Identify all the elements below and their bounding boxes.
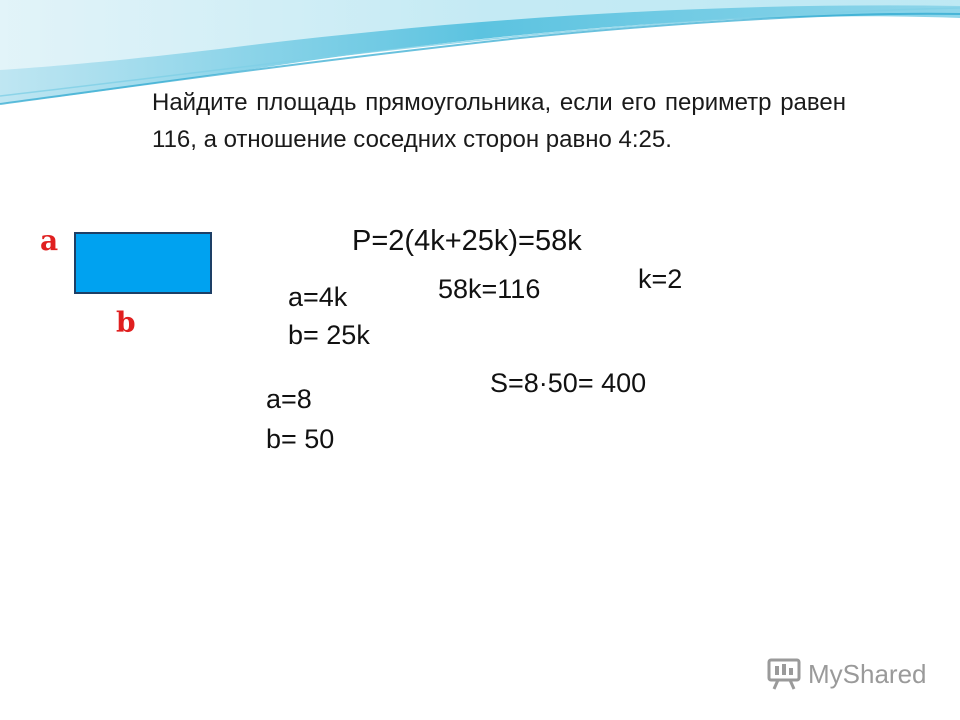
equation-58k: 58k=116: [438, 274, 541, 304]
side-a-value: a=8: [266, 384, 312, 414]
rectangle-figure: [74, 232, 212, 294]
watermark: [766, 656, 927, 692]
perimeter-equation: P=2(4k+25k)=58k: [352, 225, 582, 257]
side-b-expression: b= 25k: [288, 320, 370, 350]
task-text: Найдите площадь прямоугольника, если его периметр равен 116, а отношение соседних сторон равно 4:25.: [152, 89, 846, 153]
area-equation: S=8·50= 400: [490, 368, 647, 398]
side-b-value: b= 50: [266, 424, 335, 454]
watermark-text: MyShared: [808, 658, 927, 689]
presentation-screen-icon: [766, 657, 802, 691]
k-value: k=2: [638, 264, 683, 294]
side-a-expression: a=4k: [288, 282, 348, 312]
side-label-a: a: [40, 224, 59, 257]
side-label-b: b: [116, 306, 136, 339]
